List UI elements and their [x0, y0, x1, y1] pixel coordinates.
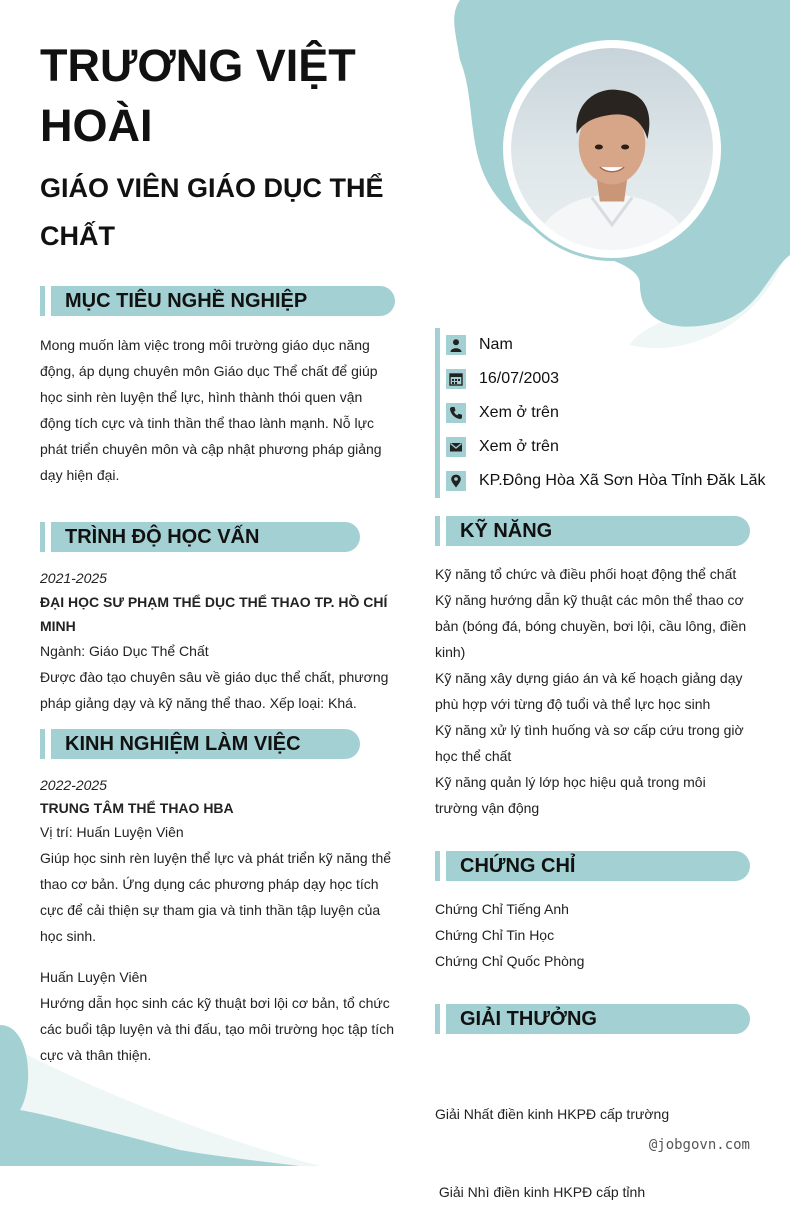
experience-period: 2022-2025: [40, 777, 107, 793]
certificates-list: [435, 896, 750, 974]
education-description: Được đào tạo chuyên sâu về giáo dục thể chất, phương pháp giảng dạy và kỹ năng thể thao. Xếp loại: Khá.: [40, 669, 389, 711]
objective-heading: [40, 286, 395, 316]
objective-heading-label: MỤC TIÊU NGHỀ NGHIỆP: [51, 286, 395, 316]
certificate-item: Chứng Chỉ Quốc Phòng: [435, 953, 585, 969]
education-heading: [40, 522, 360, 552]
experience-position: Vị trí: Huấn Luyện Viên: [40, 824, 184, 840]
education-heading-label: TRÌNH ĐỘ HỌC VẤN: [51, 522, 360, 552]
experience-description: Giúp học sinh rèn luyện thể lực và phát triển kỹ năng thể thao cơ bản. Ứng dụng các phương pháp dạy học tích cực để cải thiện sự tham gia và tinh thần tập luyện của học sinh.: [40, 850, 392, 944]
contact-address-row: [446, 464, 765, 498]
contact-address: KP.Đông Hòa Xã Sơn Hòa Tỉnh Đăk Lăk: [479, 472, 766, 489]
phone-icon: [446, 403, 466, 423]
skill-item: Kỹ năng quản lý lớp học hiệu quả trong môi trường vận động: [435, 774, 706, 816]
award-item: Giải Nhì điền kinh HKPĐ cấp tỉnh: [435, 1184, 646, 1200]
skills-list: [435, 561, 750, 821]
experience-company: TRUNG TÂM THỂ THAO HBA: [40, 800, 234, 816]
contact-email: Xem ở trên: [479, 438, 559, 455]
contact-phone: Xem ở trên: [479, 404, 559, 421]
contact-birthday: 16/07/2003: [479, 370, 560, 387]
contact-email-row: [446, 430, 765, 464]
awards-heading-label: GIẢI THƯỞNG: [446, 1004, 750, 1034]
person-portrait-icon: [511, 48, 713, 250]
education-school: ĐẠI HỌC SƯ PHẠM THỂ DỤC THỂ THAO TP. HỒ CHÍ MINH: [40, 594, 388, 634]
skill-item: Kỹ năng hướng dẫn kỹ thuật các môn thể thao cơ bản (bóng đá, bóng chuyền, bơi lội, cầu lông, điền kinh): [435, 592, 747, 660]
experience-role2: Huấn Luyện Viên: [40, 969, 148, 985]
location-pin-icon: [446, 471, 466, 491]
experience-heading-label: KINH NGHIỆM LÀM VIỆC: [51, 729, 360, 759]
skill-item: Kỹ năng xử lý tình huống và sơ cấp cứu trong giờ học thể chất: [435, 722, 744, 764]
skills-heading-label: KỸ NĂNG: [446, 516, 750, 546]
certificates-heading-label: CHỨNG CHỈ: [446, 851, 750, 881]
mail-icon: [446, 437, 466, 457]
education-major: Ngành: Giáo Dục Thể Chất: [40, 643, 209, 659]
certificate-item: Chứng Chỉ Tiếng Anh: [435, 901, 569, 917]
skills-heading: [435, 516, 750, 546]
experience-heading: [40, 729, 360, 759]
contact-phone-row: [446, 396, 765, 430]
certificate-item: Chứng Chỉ Tin Học: [435, 927, 555, 943]
awards-heading: [435, 1004, 750, 1034]
certificates-heading: [435, 851, 750, 881]
education-block: [40, 566, 395, 716]
job-title: GIÁO VIÊN GIÁO DỤC THỂ CHẤT: [40, 173, 384, 251]
footer-watermark: @jobgovn.com: [648, 1137, 750, 1153]
candidate-name: TRƯƠNG VIỆT HOÀI: [40, 40, 356, 151]
experience-block: [40, 773, 395, 1068]
skill-item: Kỹ năng tổ chức và điều phối hoạt động thể chất: [435, 566, 737, 582]
contact-info: [435, 328, 765, 498]
contact-birthday-row: [446, 362, 765, 396]
experience-description2: Hướng dẫn học sinh các kỹ thuật bơi lội cơ bản, tổ chức các buổi tập luyện và thi đấu, tạo môi trường học tập tích cực và thân thiện.: [40, 995, 394, 1063]
profile-photo: [503, 40, 721, 258]
objective-text: Mong muốn làm việc trong môi trường giáo dục năng động, áp dụng chuyên môn Giáo dục Thể chất để giúp học sinh rèn luyện thể lực, hình thành thói quen vận động tích cực và tinh thần thể thao lành mạnh. Nỗ lực phát triển chuyên môn và cập nhật phương pháp giảng dạy hiện đại.: [40, 337, 382, 483]
contact-gender: Nam: [479, 336, 513, 353]
award-item: Giải Nhất điền kinh HKPĐ cấp trường: [435, 1106, 670, 1122]
skill-item: Kỹ năng xây dựng giáo án và kế hoạch giảng dạy phù hợp với từng độ tuổi và thể lực học sinh: [435, 670, 743, 712]
person-icon: [446, 335, 466, 355]
education-period: 2021-2025: [40, 570, 107, 586]
contact-gender-row: [446, 328, 765, 362]
calendar-icon: [446, 369, 466, 389]
